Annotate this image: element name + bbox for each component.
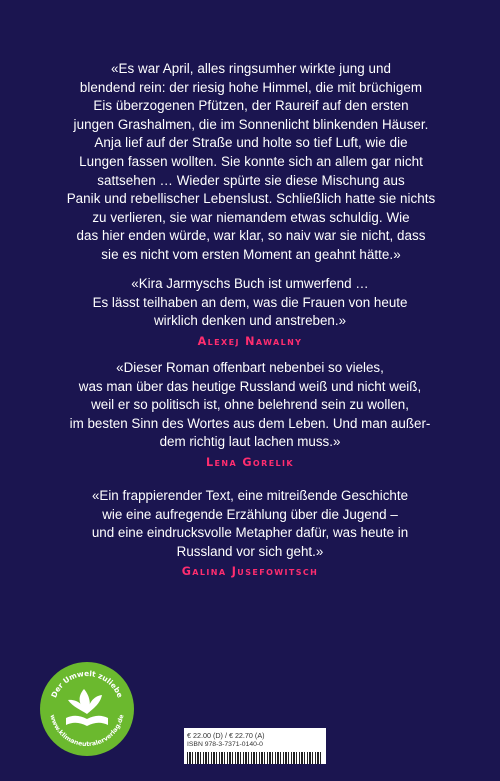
review-quote-nawalny	[60, 275, 440, 348]
quote-line: «Ein frappierender Text, eine mitreißende Geschichte	[91, 488, 409, 503]
quote-author: Galina Jusefowitsch	[181, 565, 319, 579]
excerpt-line: Anja lief auf der Straße und holte so tief Luft, wie die	[94, 135, 408, 151]
quote-line: «Dieser Roman offenbart nebenbei so vieles,	[116, 360, 384, 375]
eco-badge	[40, 662, 134, 756]
excerpt-line: Panik und rebellischer Lebenslust. Schließlich hatte sie nichts	[66, 191, 436, 207]
quote-author: Alexej Nawalny	[197, 334, 303, 348]
excerpt-line: sattsehen … Wieder spürte sie diese Mischung aus	[97, 172, 405, 188]
quote-line: und eine eindrucksvolle Metapher dafür, was heute in	[91, 525, 409, 541]
quote-author: Lena Gorelik	[205, 455, 295, 469]
excerpt-line: Eis überzogenen Pfützen, der Raureif auf den ersten	[93, 98, 409, 114]
book-excerpt	[66, 60, 436, 265]
excerpt-line: «Es war April, alles ringsumher wirkte jung und	[111, 61, 391, 76]
quote-line: was man über das heutige Russland weiß und nicht weiß,	[78, 378, 422, 394]
excerpt-line: blendend rein: der riesig hohe Himmel, die mit brüchigem	[79, 79, 423, 95]
quote-line: «Kira Jarmyschs Buch ist umwerfend …	[131, 276, 369, 291]
badge-bottom-text: www.klimaneutralerverlag.de	[48, 713, 126, 749]
quote-line: wie eine aufregende Erzählung über die Jugend –	[102, 506, 398, 522]
price-label: € 22.00 (D) / € 22.70 (A)	[187, 731, 265, 740]
quote-line: Es lässt teilhaben an dem, was die Frauen von heute	[92, 294, 408, 310]
quote-line: im besten Sinn des Wortes aus dem Leben. Und man außer-	[69, 415, 431, 431]
excerpt-line: sie es nicht vom ersten Moment an geahnt hätte.»	[101, 246, 401, 262]
isbn-label: ISBN 978-3-7371-0140-0	[187, 741, 263, 748]
badge-top-text: Der Umwelt zuliebe	[49, 668, 125, 700]
quote-line: wirklich denken und anstreben.»	[153, 313, 347, 329]
leaf-book-icon	[66, 689, 108, 726]
quote-line: Russland vor sich geht.»	[176, 543, 324, 559]
review-quote-gorelik	[60, 359, 440, 469]
quote-line: dem richtig laut lachen muss.»	[159, 434, 341, 450]
excerpt-line: jungen Grashalmen, die im Sonnenlicht blinkenden Häuser.	[73, 116, 429, 132]
eco-badge-graphic	[40, 662, 134, 756]
excerpt-line: das hier enden würde, war klar, so naiv war sie nicht, dass	[76, 228, 426, 244]
excerpt-line: Lungen fassen wollten. Sie konnte sich an allem gar nicht	[79, 153, 423, 169]
price-isbn-box	[184, 728, 326, 764]
review-quote-jusefowitsch	[60, 487, 440, 578]
excerpt-line: zu verlieren, sie war niemandem etwas schuldig. Wie	[92, 209, 410, 225]
quote-line: weil er so politisch ist, ohne belehrend sein zu wollen,	[91, 397, 409, 413]
barcode	[187, 752, 323, 764]
